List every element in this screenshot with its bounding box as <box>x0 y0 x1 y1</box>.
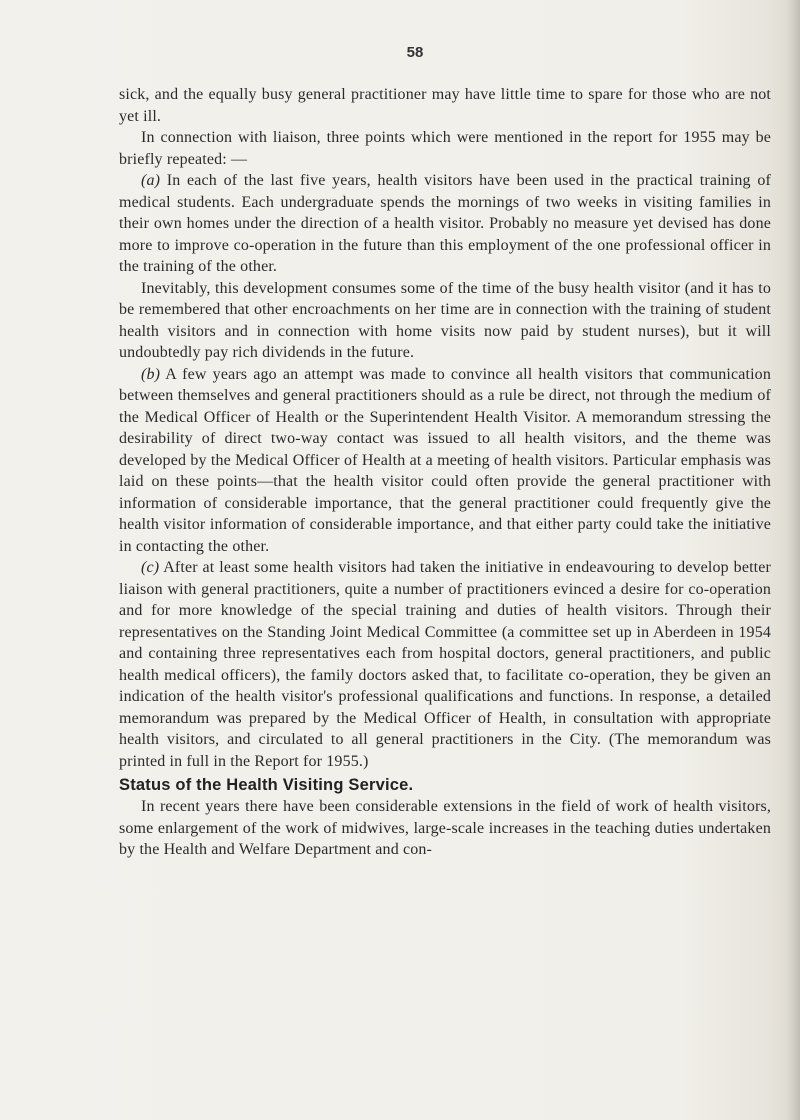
body-text <box>119 84 771 861</box>
paragraph-liaison-intro: In connection with liaison, three points which were mentioned in the report for 1955 may be briefly repeated: — <box>119 129 771 168</box>
page-edge-shadow <box>786 0 800 1120</box>
point-a-marker: (a) <box>141 172 161 189</box>
point-b-marker: (b) <box>141 365 161 383</box>
paragraph-status: In recent years there have been considerable extensions in the field of work of health visitors, some enlargement of the work of midwives, large-scale increases in the teaching duties undertaken by the Health and Welfare Department and con- <box>119 798 771 858</box>
paragraph-point-c <box>119 557 771 772</box>
paragraph-continuation: sick, and the equally busy general practitioner may have little time to spare for those who are not yet ill. <box>119 86 771 125</box>
point-c-text: After at least some health visitors had taken the initiative in endeavouring to develop better liaison with general practitioners, quite a number of practitioners evinced a desire for co-operation and for more knowledge of the special training and duties of health visitors. Through their representatives on the Standing Joint Medical Committee (a committee set up in Aberdeen in 1954 and containing three representatives each from hospital doctors, general practitioners, and public health medical officers), the family doctors asked that, to facilitate co-operation, they be given an indication of the health visitor's professional qualifications and functions. In response, a detailed memorandum was prepared by the Medical Officer of Health, in consultation with appropriate health visitors, and circulated to all general practitioners in the City. (The memorandum was printed in full in the Report for 1955.) <box>119 559 771 770</box>
paragraph-point-a <box>119 170 771 278</box>
paragraph-point-b <box>119 364 771 558</box>
section-heading: Status of the Health Visiting Service. <box>119 776 414 794</box>
point-b-text: A few years ago an attempt was made to convince all health visitors that communication between themselves and general practitioners should as a rule be direct, not through the medium of the Medical Officer of Health or the Superintendent Health Visitor. A memorandum stressing the desirability of direct two-way contact was issued to all health visitors, and the theme was developed by the Medical Officer of Health at a meeting of health visitors. Particular emphasis was laid on these points—that the health visitor could often provide the general practitioner with information of considerable importance, that the general practitioner could frequently give the health visitor information of considerable importance, and that either party could take the initiative in contacting the other. <box>119 365 771 555</box>
point-a-text: In each of the last five years, health visitors have been used in the practical training of medical students. Each undergraduate spends the mornings of two weeks in visiting families in their own homes under the direction of a health visitor. Probably no measure yet devised has done more to improve co-operation in the future than this employment of the one professional officer in the training of the other. <box>119 172 771 275</box>
point-c-marker: (c) <box>141 559 160 576</box>
page-number: 58 <box>406 44 424 61</box>
paragraph-inevitably: Inevitably, this development consumes some of the time of the busy health visitor (and it has to be remembered that other encroachments on her time are in connection with the training of student health visitors and in connection with home visits now paid by student nurses), but it will undoubtedly pay rich dividends in the future. <box>119 279 771 361</box>
